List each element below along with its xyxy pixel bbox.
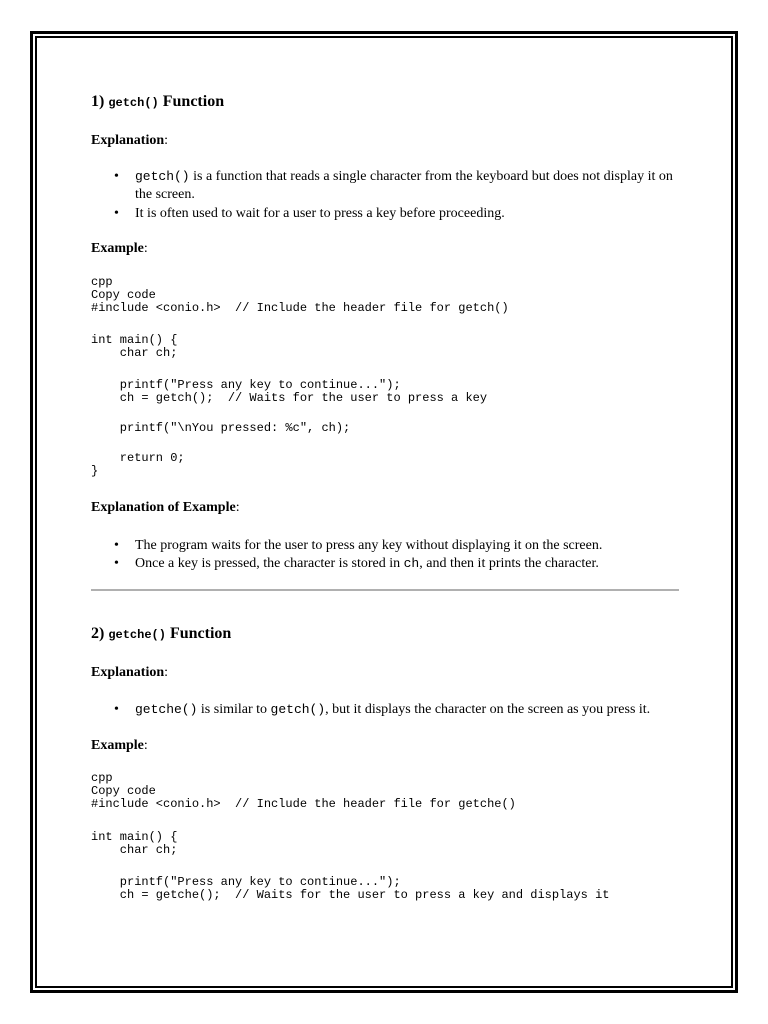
- code-line: #include <conio.h> // Include the header file for getch(): [91, 301, 509, 316]
- list-item: • The program waits for the user to press any key without displaying it on the screen.: [114, 538, 603, 553]
- list-item: • getche() is similar to getch(), but it displays the character on the screen as you press it.: [114, 702, 651, 717]
- section2-heading: 2) getche() Function: [91, 625, 232, 642]
- section2-code-block: [91, 772, 516, 812]
- code-line: int main() { char ch;: [91, 333, 178, 361]
- section-divider: [91, 589, 679, 591]
- code-line: int main() { char ch;: [91, 830, 178, 858]
- copy-code-label: Copy code: [91, 784, 156, 799]
- list-item: • getch() is a function that reads a single character from the keyboard but does not display it on the screen.: [114, 169, 673, 202]
- copy-code-label: Copy code: [91, 288, 156, 303]
- section2-example-label: Example:: [91, 738, 148, 753]
- code-line: printf("\nYou pressed: %c", ch);: [91, 421, 351, 435]
- code-lang: cpp: [91, 771, 113, 785]
- code-line: #include <conio.h> // Include the header file for getche(): [91, 797, 516, 812]
- code-lang: cpp: [91, 275, 113, 289]
- section2-explanation-label: Explanation:: [91, 665, 169, 680]
- section1-code-block: [91, 276, 509, 316]
- code-line: return 0; }: [91, 451, 185, 479]
- section1-heading: 1) getch() Function: [91, 93, 225, 110]
- section1-explanation-label: Explanation:: [91, 133, 169, 148]
- list-item: • Once a key is pressed, the character is stored in ch, and then it prints the character.: [114, 556, 599, 571]
- section1-example-label: Example:: [91, 241, 148, 256]
- code-line: printf("Press any key to continue..."); ch = getche(); // Waits for the user to press a key and displays it: [119, 875, 610, 903]
- list-item: • It is often used to wait for a user to press a key before proceeding.: [114, 206, 505, 221]
- code-line: printf("Press any key to continue..."); ch = getch(); // Waits for the user to press a key: [119, 378, 488, 406]
- section1-explanation-example-label: Explanation of Example:: [91, 500, 240, 515]
